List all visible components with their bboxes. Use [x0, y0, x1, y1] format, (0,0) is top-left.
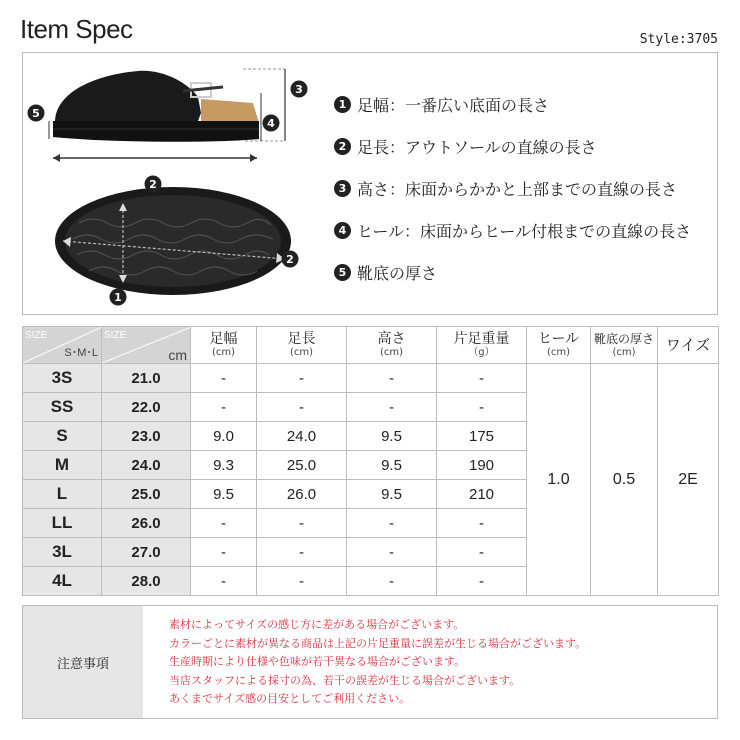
- header-weight: 片足重量 （g）: [437, 327, 527, 364]
- svg-text:5: 5: [32, 107, 40, 120]
- badge-2-right: [282, 251, 299, 268]
- note-line: あくまでサイズ感の目安としてご利用ください。: [169, 692, 411, 705]
- header-wise: ワイズ: [658, 327, 719, 364]
- header-foot-width: 足幅 (cm): [191, 327, 257, 364]
- number-badge: 4: [334, 222, 351, 239]
- table-row: M 24.0 9.3 25.0 9.5 190: [23, 451, 719, 480]
- notes-panel: [22, 605, 718, 719]
- svg-text:2: 2: [149, 178, 157, 191]
- svg-text:1: 1: [114, 291, 122, 304]
- number-badge: 2: [334, 138, 351, 155]
- number-badge: 1: [334, 96, 351, 113]
- legend-text: 靴底の厚さ: [357, 263, 438, 283]
- legend-item-foot-width: [334, 83, 691, 125]
- header-sole-thickness: 靴底の厚さ (cm): [591, 327, 658, 364]
- shoe-sole-view: [55, 187, 291, 295]
- note-line: 生産時期により仕様や色味が若干異なる場合がございます。: [169, 655, 466, 668]
- header-heel: ヒール (cm): [527, 327, 591, 364]
- shoe-side-view: [53, 71, 259, 142]
- heel-value: 1.0: [527, 364, 591, 596]
- legend-item-foot-length: [334, 125, 691, 167]
- corner-size-sml: SIZE S･M･L: [23, 327, 102, 364]
- note-line: 当店スタッフによる採寸の為、若干の誤差が生じる場合がございます。: [169, 673, 521, 687]
- page-title: Item Spec: [20, 14, 133, 44]
- svg-text:3: 3: [295, 83, 303, 96]
- badge-3: [291, 81, 308, 98]
- svg-text:4: 4: [267, 117, 275, 130]
- table-row: 3L 27.0 - - - -: [23, 538, 719, 567]
- badge-4: [263, 115, 280, 132]
- shoe-illustration: [23, 53, 323, 316]
- legend-text: 足幅：一番広い底面の長さ: [357, 95, 550, 115]
- notes-label: 注意事項: [23, 606, 143, 718]
- wise-value: 2E: [658, 364, 719, 596]
- legend-text: 足長：アウトソールの直線の長さ: [357, 137, 597, 157]
- note-line: カラーごとに素材が異なる商品は上記の片足重量に誤差が生じる場合がございます。: [169, 636, 587, 650]
- table-row: S 23.0 9.0 24.0 9.5 175: [23, 422, 719, 451]
- table-row: 3S 21.0 - - - - 1.0 0.5 2E: [23, 364, 719, 393]
- legend-text: ヒール：床面からヒール付根までの直線の長さ: [357, 221, 692, 241]
- header-height: 高さ (cm): [347, 327, 437, 364]
- spec-diagram-panel: [22, 52, 718, 315]
- note-line: 素材によってサイズの感じ方に差がある場合がございます。: [169, 618, 465, 631]
- corner-size-cm: SIZE cm: [102, 327, 191, 364]
- notes-body: [143, 606, 717, 718]
- badge-1: [110, 289, 127, 306]
- badge-5: [28, 105, 45, 122]
- legend-item-heel: [334, 209, 691, 251]
- table-row: 4L 28.0 - - - -: [23, 567, 719, 596]
- badge-2-top: [145, 176, 162, 193]
- number-badge: 5: [334, 264, 351, 281]
- size-table: [22, 326, 719, 596]
- table-row: L 25.0 9.5 26.0 9.5 210: [23, 480, 719, 509]
- table-row: LL 26.0 - - - -: [23, 509, 719, 538]
- legend-item-sole-thickness: [334, 251, 691, 293]
- svg-text:2: 2: [286, 253, 294, 266]
- header-foot-length: 足長 (cm): [257, 327, 347, 364]
- measurement-legend: [334, 83, 691, 293]
- table-row: SS 22.0 - - - -: [23, 393, 719, 422]
- legend-item-height: [334, 167, 691, 209]
- sole-thickness-value: 0.5: [591, 364, 658, 596]
- style-code: Style:3705: [639, 32, 718, 47]
- legend-text: 高さ：床面からかかと上部までの直線の長さ: [357, 179, 678, 199]
- number-badge: 3: [334, 180, 351, 197]
